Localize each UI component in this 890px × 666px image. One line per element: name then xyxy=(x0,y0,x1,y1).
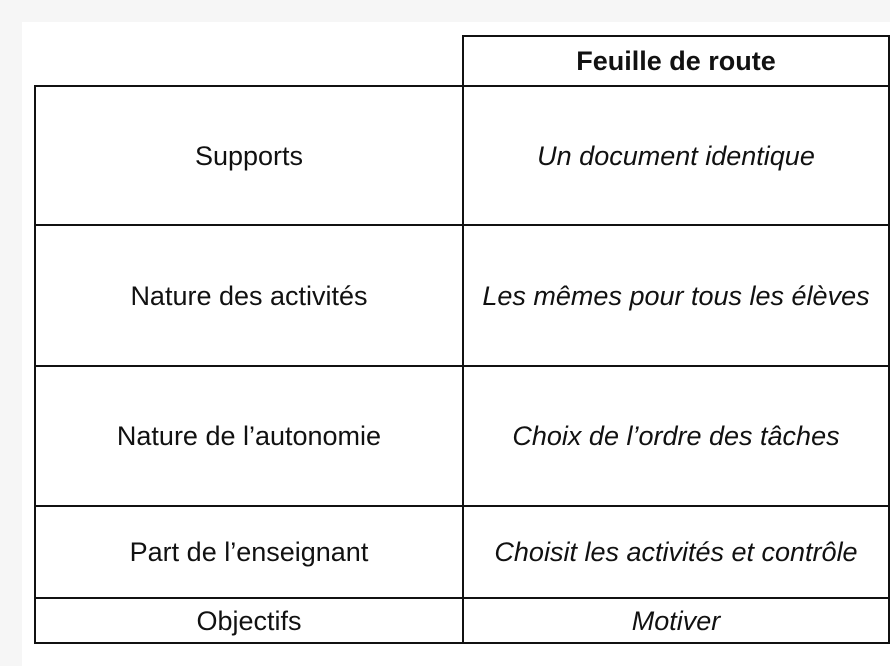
row-value-nature-autonomie: Choix de l’ordre des tâches xyxy=(463,366,889,506)
document-page xyxy=(22,22,890,666)
table-row xyxy=(35,225,889,366)
table-row xyxy=(35,598,889,643)
row-value-part-enseignant: Choisit les activités et contrôle xyxy=(463,506,889,598)
table-row xyxy=(35,366,889,506)
row-label-objectifs: Objectifs xyxy=(35,598,463,643)
table-row xyxy=(35,86,889,225)
row-label-nature-activites: Nature des activités xyxy=(35,225,463,366)
row-label-supports: Supports xyxy=(35,86,463,225)
row-label-nature-autonomie: Nature de l’autonomie xyxy=(35,366,463,506)
table-row xyxy=(35,506,889,598)
row-value-supports: Un document identique xyxy=(463,86,889,225)
table-header-row xyxy=(35,36,889,86)
row-value-objectifs: Motiver xyxy=(463,598,889,643)
row-label-part-enseignant: Part de l’enseignant xyxy=(35,506,463,598)
roadmap-table xyxy=(34,35,890,644)
row-value-nature-activites: Les mêmes pour tous les élèves xyxy=(463,225,889,366)
empty-corner-cell xyxy=(35,36,463,86)
column-header: Feuille de route xyxy=(463,36,889,86)
